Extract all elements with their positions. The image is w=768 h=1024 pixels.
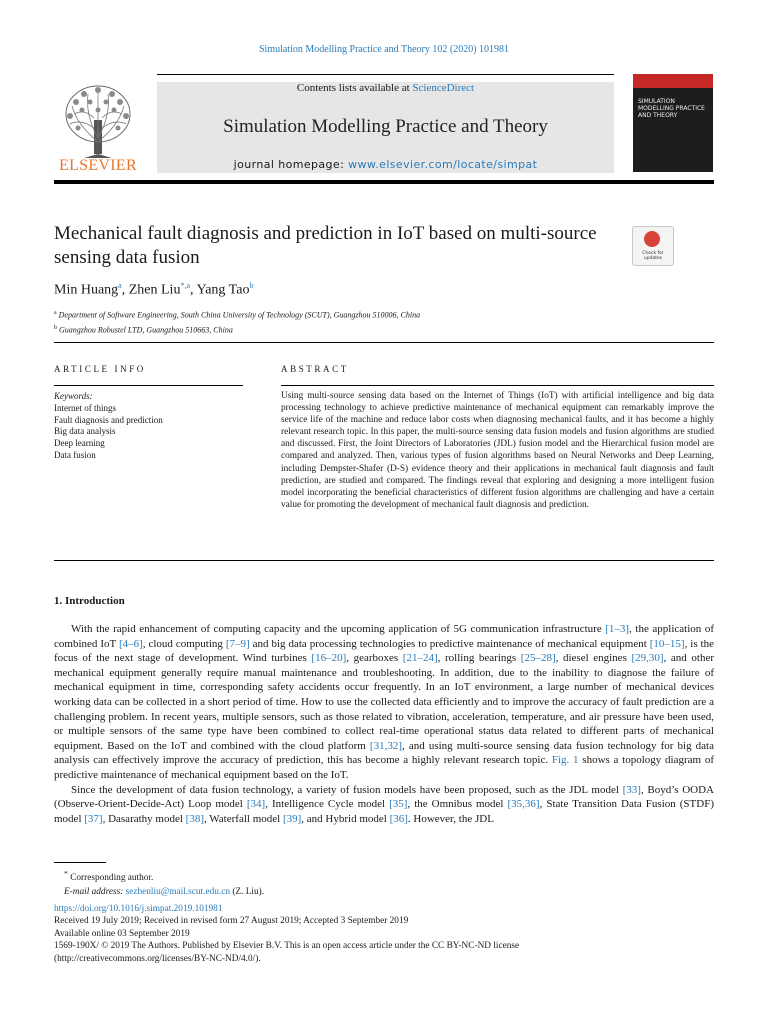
corresponding-text: Corresponding author. (70, 873, 154, 884)
paragraph-text: , the application of combined IoT (54, 623, 714, 650)
author-name: Zhen Liu (128, 282, 181, 298)
affiliation-mark: a (54, 310, 57, 316)
citation-link[interactable]: [21–24] (402, 652, 438, 665)
paragraph-text: , and Hybrid model (301, 812, 390, 825)
body-paragraph (54, 622, 714, 783)
email-owner: (Z. Liu). (232, 886, 265, 897)
paragraph-text: , and using multi-source sensing data fusion technology for big data analysis can effectively improve the accuracy of prediction, this has become a highly relevant research topic. (54, 739, 714, 767)
author-affiliation-mark[interactable]: b (249, 281, 254, 290)
keyword: Internet of things (54, 402, 116, 413)
citation-link[interactable]: [4–6] (118, 637, 143, 650)
keyword: Data fusion (54, 449, 96, 460)
citation-link[interactable]: [29,30] (631, 652, 664, 665)
elsevier-logo-text: ELSEVIER (59, 157, 137, 174)
contents-line (157, 82, 614, 94)
citation-link[interactable]: [38] (185, 812, 204, 825)
paragraph-text: , gearboxes (346, 652, 403, 665)
affiliation (54, 307, 714, 322)
body-paragraph (54, 783, 714, 827)
contents-prefix: Contents lists available at (296, 82, 410, 94)
author-affiliation-mark[interactable]: *,a (180, 281, 191, 290)
corresponding-author-note (64, 867, 264, 886)
check-updates-label: Check for updates (642, 251, 664, 261)
corresponding-mark: * (64, 869, 68, 878)
journal-citation[interactable]: Simulation Modelling Practice and Theory 102 (2020) 101981 (258, 44, 510, 55)
abstract-heading: ABSTRACT (281, 364, 349, 374)
journal-header (157, 82, 614, 173)
citation-link[interactable]: [39] (282, 812, 302, 825)
journal-cover-image[interactable] (633, 74, 713, 172)
paragraph-text: , diesel engines (555, 652, 632, 665)
abstract-rule (281, 385, 714, 386)
available-online: Available online 03 September 2019 (54, 928, 190, 939)
article-info-rule (54, 385, 243, 386)
citation-link[interactable]: [37] (84, 812, 103, 825)
homepage-line (157, 158, 614, 171)
citation-link[interactable]: [35] (389, 798, 408, 811)
license-text: 1569-190X/ © 2019 The Authors. Published by Elsevier B.V. This is an open access article under the CC BY-NC-ND license (54, 941, 520, 952)
paragraph-text: , is the focus of the next stage of development. Wind turbines (54, 637, 714, 665)
citation-link[interactable]: [10–15] (649, 637, 685, 650)
header-top-rule (157, 74, 614, 75)
journal-name: Simulation Modelling Practice and Theory (223, 116, 548, 137)
citation-link[interactable]: [36] (389, 812, 408, 825)
email-note (64, 886, 264, 900)
check-for-updates-button[interactable] (632, 226, 674, 266)
citation-link[interactable]: Fig. 1 (551, 754, 579, 767)
paragraph-text: , cloud computing (142, 637, 226, 650)
keyword: Fault diagnosis and prediction (54, 414, 163, 425)
affiliation-text: Department of Software Engineering, South China University of Technology (SCUT), Guangzhou 510006, China (58, 310, 421, 320)
license-url: (http://creativecommons.org/licenses/BY-NC-ND/4.0/). (54, 953, 261, 964)
citation-link[interactable]: [1–3] (605, 623, 630, 635)
footnotes (64, 867, 264, 899)
keyword: Big data analysis (54, 426, 116, 437)
sciencedirect-link[interactable]: ScienceDirect (412, 82, 475, 94)
citation-link[interactable]: [16–20] (311, 652, 347, 665)
keywords-label: Keywords: (54, 391, 93, 401)
citation-link[interactable]: [31,32] (369, 739, 402, 752)
journal-homepage-link[interactable]: www.elsevier.com/locate/simpat (348, 158, 538, 171)
article-title: Mechanical fault diagnosis and prediction in IoT based on multi-source sensing data fusion (54, 223, 597, 268)
paragraph-text: , State Transition Data Fusion (STDF) model (54, 798, 714, 825)
citation-link[interactable]: [35,36] (507, 798, 540, 811)
paragraph-text: Since the development of data fusion technology, a variety of fusion models have been proposed, such as the JDL model (71, 783, 623, 796)
affiliations (54, 307, 714, 336)
affiliation-mark: b (54, 324, 57, 331)
citation-link[interactable]: [25–28] (520, 652, 556, 665)
paragraph-text: , Intelligence Cycle model (265, 798, 390, 811)
abstract-text: Using multi-source sensing data based on the Internet of Things (IoT) with artificial intelligence and big data processing technology to achieve predictive maintenance of mechanical equipment can remarkably improve the service life of the machine and reduce labor costs when diagnosing mechanical faults, and it has become a highly relevant research topic. In this paper, the multi-source sensing data fusion models and fusion algorithms are studied and discussed. First, the Joint Directors of Laboratories (JDL) fusion model and the Hierarchical fusion model are compared and analyzed. Then, various types of fusion algorithms based on Neural Networks and Deep Learning, including Dempster-Shafer (D-S) evidence theory and their applications in mechanical fault diagnosis and fault prediction, are studied and compared. The findings reveal that exploring and designing a more intelligent fusion model incorporating the beneficial characteristics of different fusion algorithms are challenging and have a certain value for promoting the development of mechanical fault diagnosis and prediction. (281, 391, 714, 510)
section-divider (54, 560, 714, 561)
article-info-heading: ARTICLE INFO (54, 364, 146, 374)
email-label: E-mail address: (64, 886, 124, 897)
paragraph-text: , Waterfall model (204, 812, 283, 825)
body-text (54, 622, 714, 826)
author-name: Min Huang (54, 282, 119, 298)
author-list: Min Huang$^a$, Zhen Liu$^{*,a}$, Yang Tao$^b$ (54, 281, 254, 298)
check-updates-icon (644, 231, 660, 247)
author-name: Yang Tao (196, 282, 250, 298)
keywords-block (54, 391, 163, 462)
citation-link[interactable]: [34] (246, 798, 266, 811)
section-heading-introduction: 1. Introduction (54, 595, 125, 607)
paragraph-text: . However, the JDL (407, 812, 494, 825)
homepage-prefix: journal homepage: (233, 158, 345, 171)
header-divider (54, 180, 714, 184)
paragraph-text: , Dasarathy model (102, 812, 186, 825)
doi-link[interactable]: https://doi.org/10.1016/j.simpat.2019.101981 (54, 904, 223, 914)
paragraph-text: , rolling bearings (437, 652, 521, 665)
paragraph-text: , the Omnibus model (407, 798, 508, 811)
citation-link[interactable]: [33] (622, 783, 641, 796)
footnote-rule (54, 862, 106, 863)
cover-title: SIMULATION MODELLING PRACTICE AND THEORY (638, 98, 705, 119)
paragraph-text: shows a topology diagram of predictive maintenance of mechanical equipment based on the IoT. (54, 754, 715, 781)
citation-link[interactable]: [7–9] (225, 637, 250, 650)
paragraph-text: , Boyd’s OODA (Observe-Orient-Decide-Act) Loop model (54, 783, 714, 811)
paragraph-text: , and other mechanical equipment generally require manual maintenance and troubleshooting. In addition, due to the inability to diagnose the failure of mechanical equipment in time, corresponding safety accidents occur frequently. In an IoT environment, a large number of mechanical devices working data can be collected in a short period of time. How to use the collected data efficiently and to improve the accuracy of fault prediction are a challenging problem. In recent years, multiple sensors, such as those related to vibration, acceleration, temperature, and air pressure have been used, or multiple sensors of the same type have been combined to collect real-time operational status data related to different parts of mechanical equipment. Based on the IoT and combined with the cloud platform (54, 652, 714, 752)
email-link[interactable]: sezhenliu@mail.scut.edu.cn (125, 886, 230, 897)
section-divider (54, 342, 714, 343)
affiliation (54, 322, 714, 337)
paragraph-text: With the rapid enhancement of computing capacity and the upcoming application of 5G communication infrastructure (71, 623, 606, 635)
history-dates: Received 19 July 2019; Received in revised form 27 August 2019; Accepted 3 September 2019 (54, 916, 409, 927)
keyword: Deep learning (54, 438, 105, 449)
cover-stripe (633, 74, 713, 88)
author-affiliation-mark[interactable]: a (118, 281, 122, 290)
paragraph-text: and big data processing technologies to predictive maintenance of mechanical equipment (249, 637, 650, 650)
article-metadata (54, 903, 714, 965)
affiliation-text: Guangzhou Robustel LTD, Guangzhou 510663, China (59, 325, 233, 335)
